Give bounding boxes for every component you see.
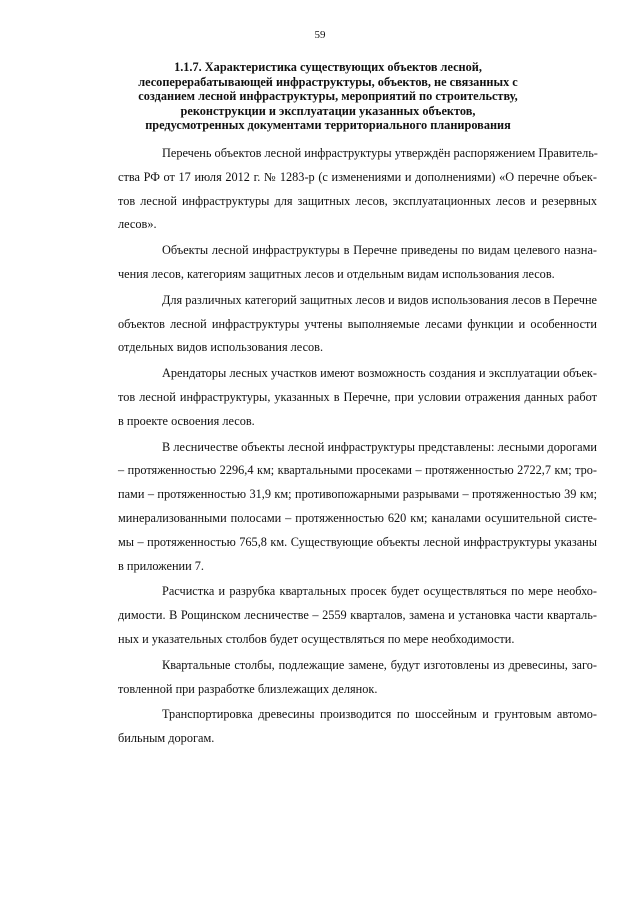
paragraph [118,362,597,433]
paragraph-line: Расчистка и разрубка квартальных просек будет осуществляться по мере необхо- [162,584,597,599]
paragraph-line: В лесничестве объекты лесной инфраструктуры представлены: лесными дорогами [162,439,597,454]
paragraph [118,239,597,287]
page-number: 59 [314,29,326,41]
paragraph-line: бильным дорогам. [118,731,215,746]
paragraph-line: объектов лесной инфраструктуры учтены выполняемые лесами функции и особенности [118,316,597,331]
paragraph [118,142,597,237]
paragraph-line: Транспортировка древесины производится по шоссейным и грунтовым автомо- [162,707,597,722]
paragraph [118,436,597,579]
paragraph-line: – протяженностью 2296,4 км; квартальными просеками – протяженностью 2722,7 км; тро- [118,463,597,478]
paragraph-line: димости. В Рощинском лесничестве – 2559 кварталов, замена и установка части кварталь- [118,608,597,623]
paragraph-line: Перечень объектов лесной инфраструктуры утверждён распоряжением Правитель- [162,146,598,160]
heading-line: реконструкции и эксплуатации указанных объектов, [180,103,476,118]
paragraph-line: тов лесной инфраструктуры, указанных в Перечне, при условии отражения данных работ [118,389,597,404]
paragraph-line: Арендаторы лесных участков имеют возможность создания и эксплуатации объек- [162,366,597,381]
paragraph-line: ства РФ от 17 июля 2012 г. № 1283-р (с изменениями и дополнениями) «О перечне объек- [118,169,597,184]
paragraph-line: отдельных видов использования лесов. [118,340,324,355]
paragraph [118,580,597,651]
heading-line: 1.1.7. Характеристика существующих объектов лесной, [174,60,482,74]
paragraph-line: мы – протяженностью 765,8 км. Существующие объекты лесной инфраструктуры указаны [118,534,597,549]
heading-line: лесоперерабатывающей инфраструктуры, объектов, не связанных с [138,74,518,89]
paragraph-line: тов лесной инфраструктуры для защитных лесов, эксплуатационных лесов и резервных [118,193,597,208]
section-heading [118,60,538,133]
body-text [118,142,597,753]
heading-line: созданием лесной инфраструктуры, мероприятий по строительству, [138,89,518,104]
paragraph-line: в проекте освоения лесов. [118,413,255,428]
paragraph-line: Квартальные столбы, подлежащие замене, будут изготовлены из древесины, заго- [162,657,597,672]
paragraph-line: Объекты лесной инфраструктуры в Перечне приведены по видам целевого назна- [162,243,597,258]
paragraph-line: Для различных категорий защитных лесов и видов использования лесов в Перечне [162,292,597,307]
paragraph-line: чения лесов, категориям защитных лесов и отдельным видам использования лесов. [118,266,555,281]
paragraph-line: пами – протяженностью 31,9 км; противопожарными разрывами – протяженностью 39 км; [118,487,597,502]
heading-line: предусмотренных документами территориального планирования [145,118,511,133]
paragraph-line: ных и указательных столбов будет осуществляться по мере необходимости. [118,631,515,646]
paragraph-line: товленной при разработке близлежащих делянок. [118,681,378,696]
paragraph [118,654,597,702]
paragraph-line: минерализованными полосами – протяженностью 620 км; каналами осушительной систе- [118,510,597,525]
paragraph [118,289,597,360]
paragraph [118,703,597,751]
paragraph-line: в приложении 7. [118,558,204,573]
paragraph-line: лесов». [118,217,157,232]
